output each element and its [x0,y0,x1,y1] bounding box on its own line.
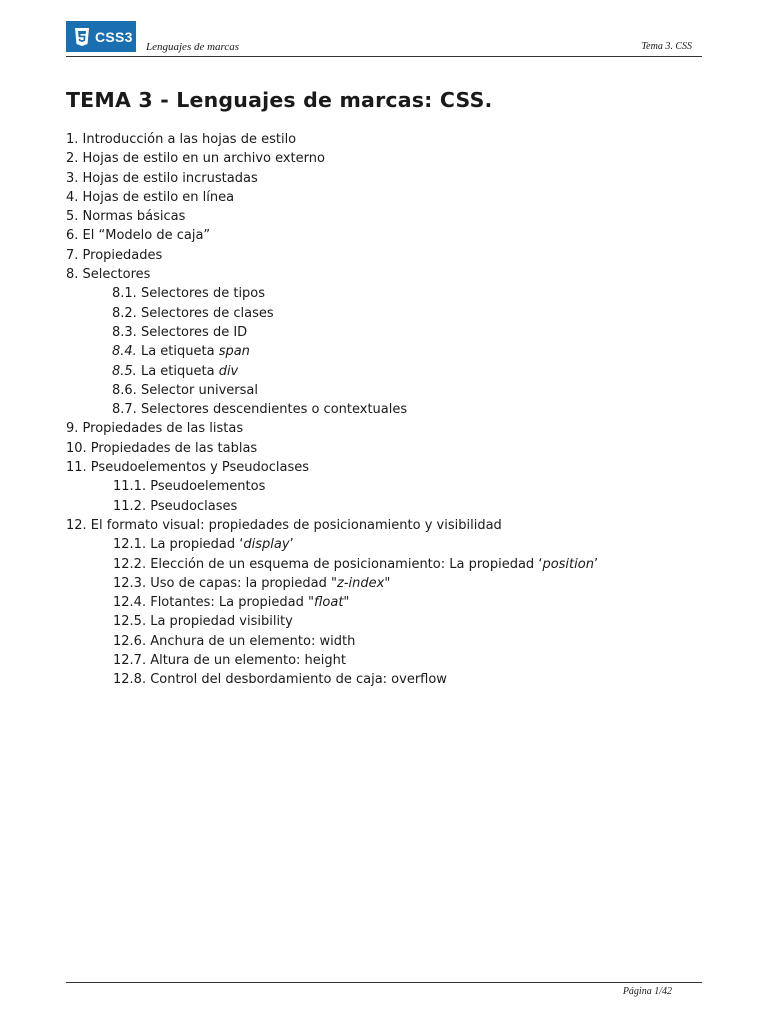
toc-text: 12.1. La propiedad ‘ [113,537,244,553]
toc-item: 9. Propiedades de las listas [66,421,244,437]
toc-text: ’ [289,537,294,553]
toc-text: " [343,595,350,611]
page-title: TEMA 3 - Lenguajes de marcas: CSS. [66,88,493,112]
toc-text: 12.2. Elección de un esquema de posicionamiento: La propiedad ‘ [113,556,543,572]
toc-text: " [384,575,391,591]
toc-text: La etiqueta [136,344,219,360]
table-of-contents [66,130,706,690]
toc-number: 8.5. [112,363,137,379]
toc-item: 1. Introducción a las hojas de estilo [66,132,297,147]
toc-item: 6. El “Modelo de caja” [66,228,211,244]
toc-subitem: 8.1. Selectores de tipos [112,286,266,302]
toc-item: 3. Hojas de estilo incrustadas [66,170,258,186]
css3-logo [66,21,136,52]
toc-subitem [66,555,706,574]
toc-subitem: 8.6. Selector universal [112,382,258,398]
toc-emphasis: display [243,537,290,553]
toc-emphasis: div [218,363,239,379]
page-number: Página 1/42 [622,986,672,997]
toc-emphasis: z-index [337,575,385,591]
toc-emphasis: position [542,556,594,572]
toc-subitem: 8.3. Selectores de ID [112,324,248,340]
footer-divider [66,982,702,983]
toc-subitem: 12.8. Control del desbordamiento de caja: overflow [113,672,447,688]
toc-subitem: 12.7. Altura de un elemento: height [113,653,346,669]
logo-text: CSS3 [95,28,133,45]
toc-item: 11. Pseudoelementos y Pseudoclases [66,460,310,476]
css3-shield-icon [74,27,90,47]
toc-item: 5. Normas básicas [66,209,186,225]
toc-item: 8. Selectores [66,267,151,283]
toc-emphasis: span [218,344,250,360]
toc-text: La etiqueta [136,363,219,379]
toc-item: 2. Hojas de estilo en un archivo externo [66,151,325,167]
toc-item: 12. El formato visual: propiedades de posicionamiento y visibilidad [66,517,502,533]
toc-item: 4. Hojas de estilo en línea [66,189,235,205]
toc-subitem [66,342,706,361]
toc-text: ’ [593,556,599,572]
toc-emphasis: float [314,595,344,611]
toc-subitem [66,574,706,593]
header-subject: Lenguajes de marcas [146,41,240,53]
toc-item: 7. Propiedades [66,247,163,263]
header-divider [66,56,702,57]
toc-subitem: 8.2. Selectores de clases [112,305,274,321]
toc-subitem: 12.6. Anchura de un elemento: width [113,633,356,649]
toc-subitem [66,362,706,381]
toc-subitem [66,535,706,554]
toc-number: 8.4. [112,344,137,360]
toc-text: 12.3. Uso de capas: la propiedad " [113,575,338,591]
toc-subitem: 8.7. Selectores descendientes o contextuales [112,402,408,418]
toc-subitem: 11.2. Pseudoclases [113,498,238,514]
toc-subitem [66,593,706,612]
toc-subitem: 12.5. La propiedad visibility [113,614,293,630]
toc-subitem: 11.1. Pseudoelementos [113,479,266,495]
toc-text: 12.4. Flotantes: La propiedad " [113,595,314,611]
header-topic: Tema 3. CSS [641,41,692,52]
toc-item: 10. Propiedades de las tablas [66,440,258,456]
